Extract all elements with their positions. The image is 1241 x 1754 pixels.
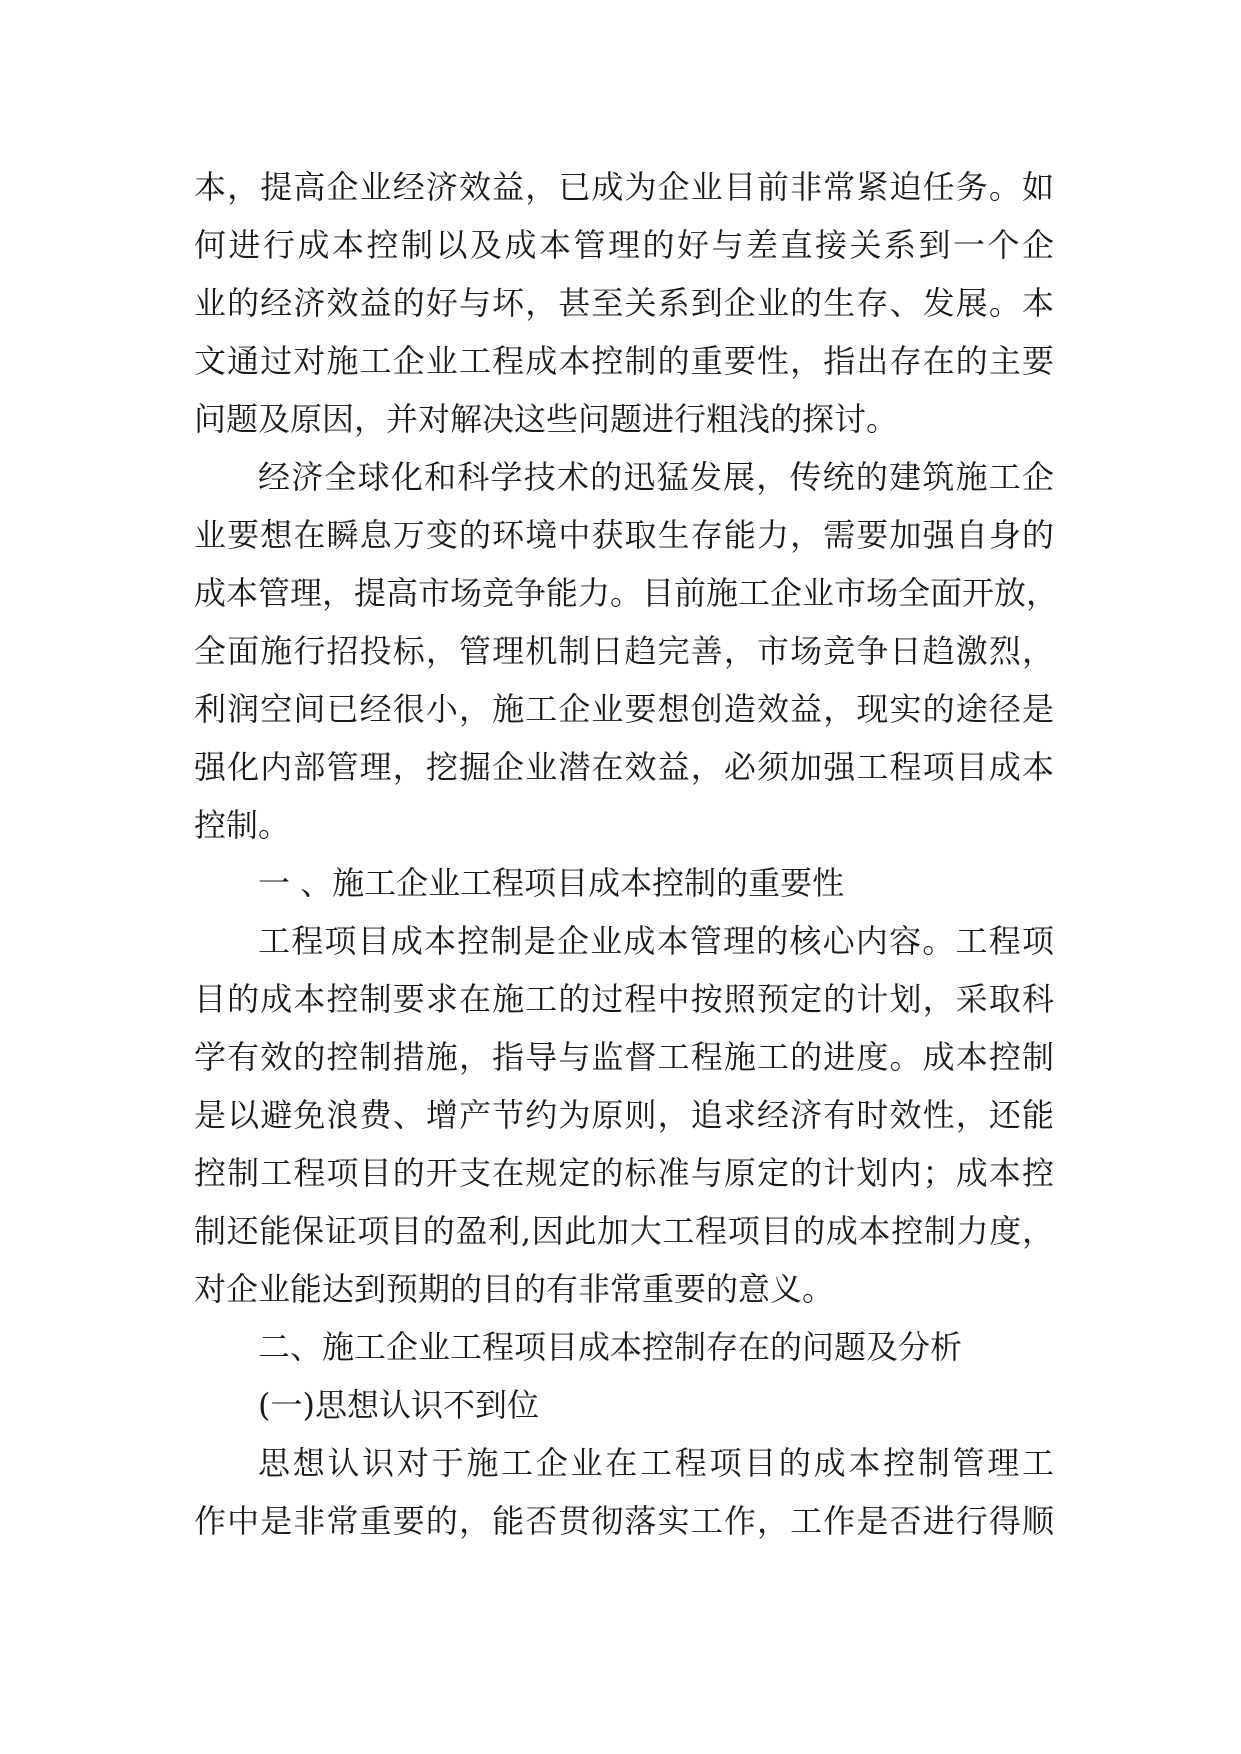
text-line: 一 、施工企业工程项目成本控制的重要性 <box>258 864 845 902</box>
text-line: (一)思想认识不到位 <box>258 1386 539 1424</box>
text-line: 对企业能达到预期的目的有非常重要的意义。 <box>194 1270 835 1308</box>
text-line: 是以避免浪费、增产节约为原则，追求经济有时效性，还能 <box>194 1096 1054 1134</box>
text-line: 强化内部管理，挖掘企业潜在效益，必须加强工程项目成本 <box>194 748 1054 786</box>
text-line: 本，提高企业经济效益，已成为企业目前非常紧迫任务。如 <box>194 168 1054 206</box>
text-line: 思想认识对于施工企业在工程项目的成本控制管理工 <box>258 1444 1054 1482</box>
text-line: 业要想在瞬息万变的环境中获取生存能力，需要加强自身的 <box>194 516 1054 554</box>
text-line: 制还能保证项目的盈利,因此加大工程项目的成本控制力度， <box>194 1212 1054 1250</box>
text-line: 经济全球化和科学技术的迅猛发展，传统的建筑施工企 <box>258 458 1054 496</box>
text-line: 工程项目成本控制是企业成本管理的核心内容。工程项 <box>258 922 1054 960</box>
text-line: 业的经济效益的好与坏，甚至关系到企业的生存、发展。本 <box>194 284 1054 322</box>
text-line: 利润空间已经很小，施工企业要想创造效益，现实的途径是 <box>194 690 1054 728</box>
text-line: 控制工程项目的开支在规定的标准与原定的计划内；成本控 <box>194 1154 1054 1192</box>
text-line: 文通过对施工企业工程成本控制的重要性，指出存在的主要 <box>194 342 1054 380</box>
text-line: 全面施行招投标，管理机制日趋完善，市场竞争日趋激烈， <box>194 632 1054 670</box>
text-line: 成本管理，提高市场竞争能力。目前施工企业市场全面开放， <box>194 574 1059 612</box>
text-line: 何进行成本控制以及成本管理的好与差直接关系到一个企 <box>194 226 1054 264</box>
text-line: 控制。 <box>194 806 291 844</box>
text-line: 作中是非常重要的，能否贯彻落实工作，工作是否进行得顺 <box>194 1502 1054 1540</box>
text-line: 目的成本控制要求在施工的过程中按照预定的计划，采取科 <box>194 980 1054 1018</box>
text-line: 二、施工企业工程项目成本控制存在的问题及分析 <box>258 1328 963 1366</box>
text-line: 学有效的控制措施，指导与监督工程施工的进度。成本控制 <box>194 1038 1054 1076</box>
text-line: 问题及原因，并对解决这些问题进行粗浅的探讨。 <box>194 400 899 438</box>
